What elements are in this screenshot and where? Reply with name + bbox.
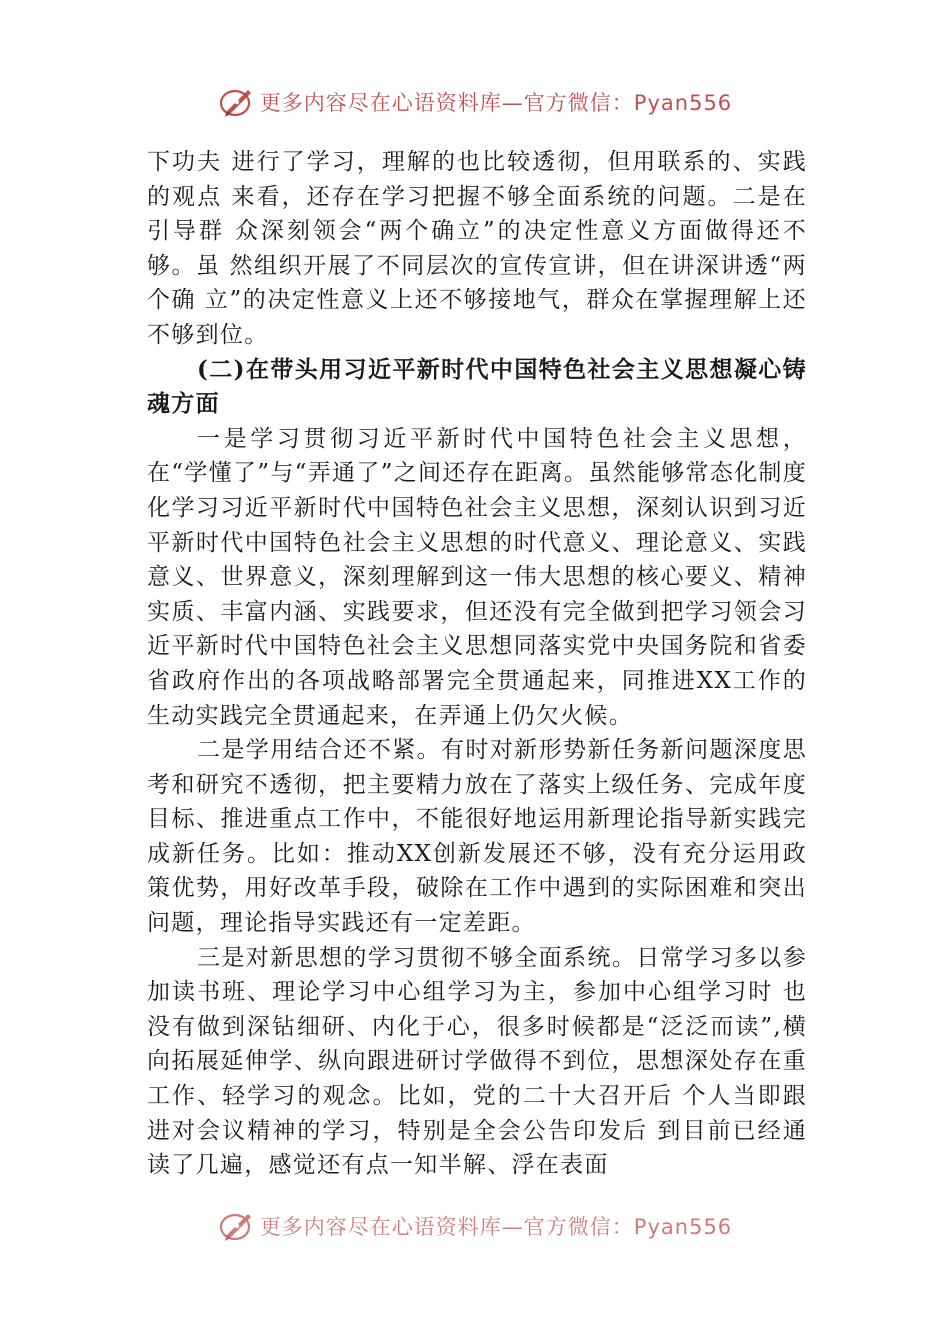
- pen-logo-icon: [218, 1208, 256, 1244]
- paragraph-continued: 下功夫 进行了学习，理解的也比较透彻，但用联系的、实践的观点 来看，还存在学习把握不够全面系统的问题。二是在引导群 众深刻领会“两个确立”的决定性意义方面做得还不够。虽 然组织开展了不同层次的宣传宣讲，但在讲深讲透“两个确 立”的决定性意义上还不够接地气，群众在掌握理解上还不够到位。: [147, 149, 807, 348]
- document-body: [147, 145, 807, 1213]
- paragraph-point-three: 三是对新思想的学习贯彻不够全面系统。日常学习多以参加读书班、理论学习中心组学习为主，参加中心组学习时 也没有做到深钻细研、内化于心，很多时候都是“泛泛而读”,横向拓展延伸学、纵向跟进研讨学做得不到位，思想深处存在重工作、轻学习的观念。比如，党的二十大召开后 个人当即跟进对会议精神的学习，特别是全会公告印发后 到目前已经通读了几遍，感觉还有点一知半解、浮在表面: [147, 944, 807, 1179]
- watermark-footer: [0, 1208, 950, 1244]
- watermark-text: 更多内容尽在心语资料库—官方微信：Pyan556: [259, 1215, 733, 1239]
- watermark-header: [0, 84, 950, 120]
- paragraph-point-two: 二是学用结合还不紧。有时对新形势新任务新问题深度思考和研究不透彻，把主要精力放在了落实上级任务、完成年度目标、推进重点工作中，不能很好地运用新理论指导新实践完成新任务。比如：推动XX创新发展还不够，没有充分运用政策优势，用好改革手段，破除在工作中遇到的实际困难和突出问题，理论指导实践还有一定差距。: [147, 737, 807, 937]
- section-heading: (二)在带头用习近平新时代中国特色社会主义思想凝心铸魂方面: [147, 355, 807, 418]
- watermark-text: 更多内容尽在心语资料库—官方微信：Pyan556: [259, 91, 733, 115]
- paragraph-point-one: 一是学习贯彻习近平新时代中国特色社会主义思想，在“学懂了”与“弄通了”之间还存在距离。虽然能够常态化制度化学习习近平新时代中国特色社会主义思想，深刻认识到习近平新时代中国特色社会主义思想的时代意义、理论意义、实践意义、世界意义，深刻理解到这一伟大思想的核心要义、精神实质、丰富内涵、实践要求，但还没有完全做到把学习领会习近平新时代中国特色社会主义思想同落实党中央国务院和省委省政府作出的各项战略部署完全贯通起来，同推进XX工作的生动实践完全贯通起来，在弄通上仍欠火候。: [147, 425, 807, 729]
- pen-logo-icon: [218, 84, 256, 120]
